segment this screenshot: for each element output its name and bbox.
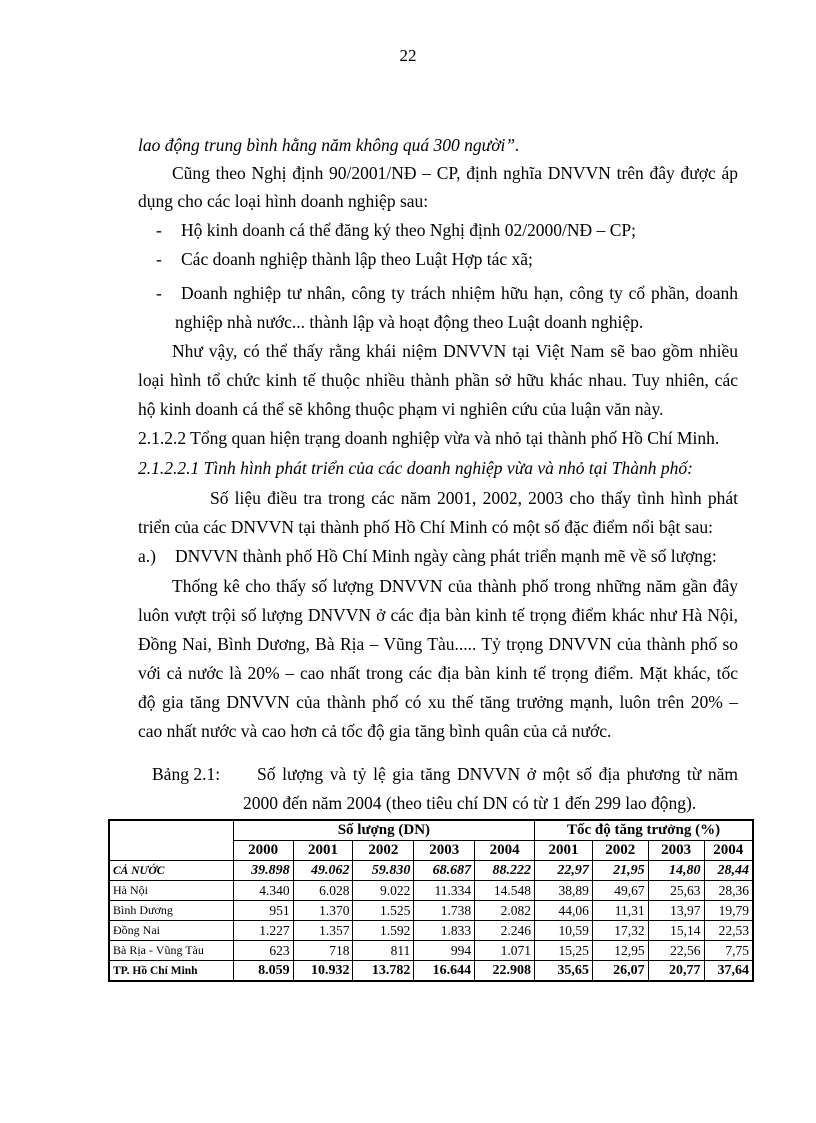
table-row: [109, 961, 753, 982]
table-header-row: [109, 820, 753, 841]
paragraph-line: Như vậy, có thể thấy rằng khái niệm DNVVN tại Việt Nam sẽ bao gồm nhiều: [172, 341, 738, 361]
year-header: 2004: [475, 841, 535, 861]
growth-cell: 37,64: [704, 961, 753, 982]
row-label: CẢ NƯỚC: [109, 861, 233, 881]
count-cell: 1.738: [414, 901, 475, 921]
data-table: [108, 819, 754, 982]
count-cell: 623: [233, 941, 293, 961]
paragraph-line: Thống kê cho thấy số lượng DNVVN của thành phố trong những năm gần đây: [172, 576, 738, 596]
paragraph-line: với cả nước là 20% – cao nhất trong các địa bàn kinh tế trọng điểm. Mặt khác, tốc: [138, 663, 738, 683]
row-label: Bình Dương: [109, 901, 233, 921]
growth-cell: 28,44: [704, 861, 753, 881]
count-cell: 39.898: [233, 861, 293, 881]
paragraph-line: Đồng Nai, Bình Dương, Bà Rịa – Vũng Tàu..... Tỷ trọng DNVVN của thành phố so: [138, 634, 738, 654]
count-cell: 88.222: [475, 861, 535, 881]
growth-cell: 11,31: [592, 901, 648, 921]
growth-cell: 22,56: [648, 941, 704, 961]
growth-cell: 21,95: [592, 861, 648, 881]
count-cell: 16.644: [414, 961, 475, 982]
table-row: [109, 901, 753, 921]
growth-cell: 15,14: [648, 921, 704, 941]
growth-cell: 28,36: [704, 881, 753, 901]
paragraph-line: triển của các DNVVN tại thành phố Hồ Chí Minh có một số đặc điểm nổi bật sau:: [138, 517, 713, 537]
count-cell: 8.059: [233, 961, 293, 982]
bullet-text: Doanh nghiệp tư nhân, công ty trách nhiệm hữu hạn, công ty cổ phần, doanh: [181, 283, 738, 303]
paragraph-line: loại hình tổ chức kinh tế thuộc nhiều thành phần sở hữu khác nhau. Tuy nhiên, các: [138, 370, 738, 390]
table-row: [109, 861, 753, 881]
count-cell: 1.071: [475, 941, 535, 961]
year-header: 2000: [233, 841, 293, 861]
count-cell: 6.028: [293, 881, 353, 901]
row-label: TP. Hồ Chí Minh: [109, 961, 233, 982]
count-cell: 1.525: [353, 901, 414, 921]
growth-cell: 17,32: [592, 921, 648, 941]
paragraph-line: lao động trung bình hằng năm không quá 300 người”.: [138, 135, 520, 155]
subsection-heading: 2.1.2.2.1 Tình hình phát triển của các doanh nghiệp vừa và nhỏ tại Thành phố:: [138, 458, 693, 478]
bullet-text-continued: nghiệp nhà nước... thành lập và hoạt động theo Luật doanh nghiệp.: [175, 312, 644, 332]
growth-cell: 7,75: [704, 941, 753, 961]
count-cell: 11.334: [414, 881, 475, 901]
group-header-growth: Tốc độ tăng trưởng (%): [535, 820, 753, 841]
count-cell: 1.370: [293, 901, 353, 921]
year-header: 2002: [592, 841, 648, 861]
growth-cell: 20,77: [648, 961, 704, 982]
year-header: 2001: [535, 841, 593, 861]
list-label: a.): [138, 546, 156, 566]
growth-cell: 25,63: [648, 881, 704, 901]
count-cell: 59.830: [353, 861, 414, 881]
row-label: Đồng Nai: [109, 921, 233, 941]
count-cell: 718: [293, 941, 353, 961]
row-label: Bà Rịa - Vũng Tàu: [109, 941, 233, 961]
growth-cell: 22,97: [535, 861, 593, 881]
table-row: [109, 881, 753, 901]
growth-cell: 14,80: [648, 861, 704, 881]
bullet-text: Hộ kinh doanh cá thể đăng ký theo Nghị định 02/2000/NĐ – CP;: [181, 220, 636, 240]
count-cell: 1.592: [353, 921, 414, 941]
count-cell: 22.908: [475, 961, 535, 982]
paragraph-line: độ gia tăng DNVVN của thành phố có xu thế tăng trưởng mạnh, luôn trên 20% –: [138, 692, 738, 712]
year-header: 2002: [353, 841, 414, 861]
table-row: [109, 941, 753, 961]
count-cell: 951: [233, 901, 293, 921]
paragraph-line: hộ kinh doanh cá thể sẽ không thuộc phạm vi nghiên cứu của luận văn này.: [138, 399, 664, 419]
count-cell: 14.548: [475, 881, 535, 901]
count-cell: 994: [414, 941, 475, 961]
bullet-text: Các doanh nghiệp thành lập theo Luật Hợp tác xã;: [181, 249, 533, 269]
year-header: 2001: [293, 841, 353, 861]
table-caption-line1: Số lượng và tỷ lệ gia tăng DNVVN ở một số địa phương từ năm: [257, 764, 738, 784]
list-text: DNVVN thành phố Hồ Chí Minh ngày càng phát triển mạnh mẽ về số lượng:: [175, 546, 717, 566]
growth-cell: 44,06: [535, 901, 593, 921]
row-label: Hà Nội: [109, 881, 233, 901]
growth-cell: 22,53: [704, 921, 753, 941]
count-cell: 4.340: [233, 881, 293, 901]
growth-cell: 19,79: [704, 901, 753, 921]
group-header-count: Số lượng (DN): [233, 820, 534, 841]
growth-cell: 12,95: [592, 941, 648, 961]
growth-cell: 15,25: [535, 941, 593, 961]
growth-cell: 35,65: [535, 961, 593, 982]
growth-cell: 10,59: [535, 921, 593, 941]
count-cell: 811: [353, 941, 414, 961]
growth-cell: 38,89: [535, 881, 593, 901]
table-caption-label: Bảng 2.1:: [152, 764, 221, 784]
bullet-dash: -: [156, 283, 162, 303]
paragraph-line: luôn vượt trội số lượng DNVVN ở các địa bàn kinh tế trọng điểm khác như Hà Nội,: [138, 605, 738, 625]
growth-cell: 13,97: [648, 901, 704, 921]
bullet-dash: -: [156, 220, 162, 240]
table-caption-line2: 2000 đến năm 2004 (theo tiêu chí DN có từ 1 đến 299 lao động).: [243, 793, 697, 813]
year-header: 2003: [648, 841, 704, 861]
count-cell: 49.062: [293, 861, 353, 881]
table-corner-cell: [109, 820, 233, 861]
count-cell: 1.833: [414, 921, 475, 941]
count-cell: 2.246: [475, 921, 535, 941]
paragraph-line: Cũng theo Nghị định 90/2001/NĐ – CP, định nghĩa DNVVN trên đây được áp: [172, 163, 738, 183]
year-header: 2003: [414, 841, 475, 861]
bullet-dash: -: [156, 249, 162, 269]
count-cell: 68.687: [414, 861, 475, 881]
count-cell: 1.227: [233, 921, 293, 941]
count-cell: 1.357: [293, 921, 353, 941]
count-cell: 2.082: [475, 901, 535, 921]
count-cell: 13.782: [353, 961, 414, 982]
count-cell: 9.022: [353, 881, 414, 901]
paragraph-line: cao nhất nước và cao hơn cả tốc độ gia tăng bình quân của cả nước.: [138, 721, 612, 741]
table-row: [109, 921, 753, 941]
year-header: 2004: [704, 841, 753, 861]
page-number: 22: [399, 46, 417, 65]
paragraph-line: Số liệu điều tra trong các năm 2001, 2002, 2003 cho thấy tình hình phát: [210, 488, 738, 508]
section-heading: 2.1.2.2 Tổng quan hiện trạng doanh nghiệp vừa và nhỏ tại thành phố Hồ Chí Minh.: [138, 428, 720, 448]
paragraph-line: dụng cho các loại hình doanh nghiệp sau:: [138, 191, 429, 211]
growth-cell: 49,67: [592, 881, 648, 901]
growth-cell: 26,07: [592, 961, 648, 982]
count-cell: 10.932: [293, 961, 353, 982]
